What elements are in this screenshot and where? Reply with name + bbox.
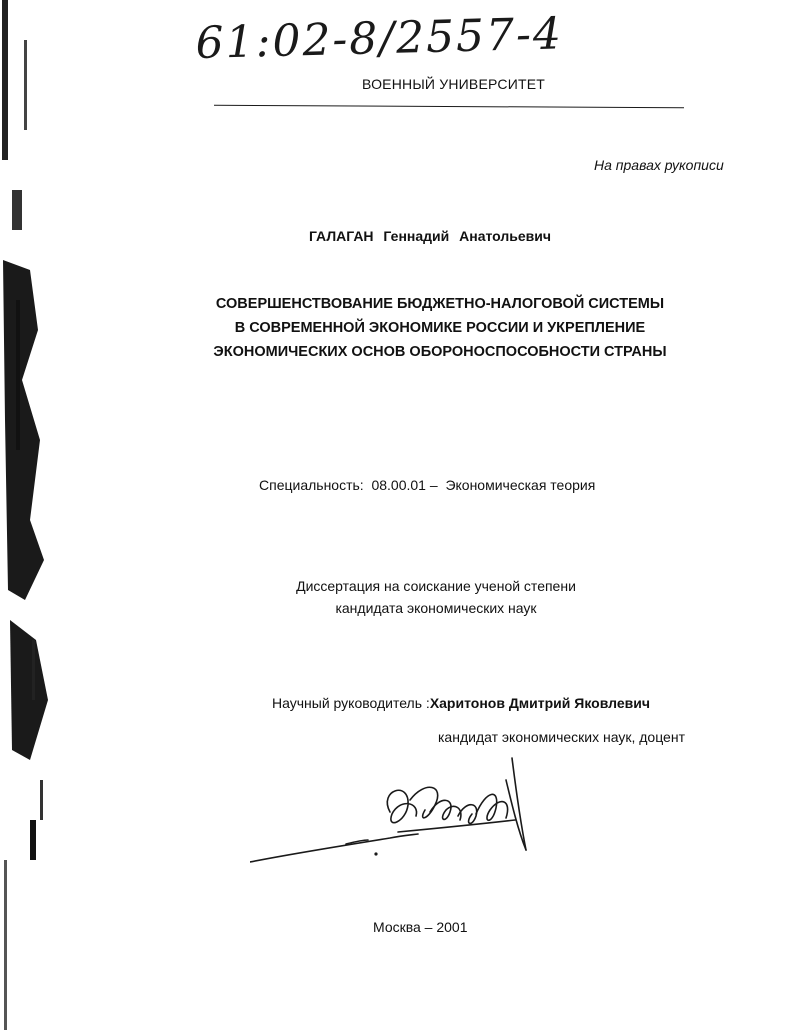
specialty xyxy=(259,477,595,493)
advisor-name: Харитонов Дмитрий Яковлевич xyxy=(429,695,650,711)
advisor xyxy=(272,695,650,711)
degree-line: Диссертация на соискание ученой степени xyxy=(296,578,576,594)
city-year: Москва – 2001 xyxy=(373,919,468,935)
title-line: ЭКОНОМИЧЕСКИХ ОСНОВ ОБОРОНОСПОСОБНОСТИ СТРАНЫ xyxy=(213,344,667,360)
university-name: ВОЕННЫЙ УНИВЕРСИТЕТ xyxy=(362,76,546,92)
manuscript-note: На правах рукописи xyxy=(594,157,724,173)
specialty-name: Экономическая теория xyxy=(445,477,596,493)
advisor-title: кандидат экономических наук, доцент xyxy=(438,729,685,745)
handwritten-signature xyxy=(250,750,540,870)
title-line: СОВЕРШЕНСТВОВАНИЕ БЮДЖЕТНО-НАЛОГОВОЙ СИСТЕМЫ xyxy=(215,296,665,312)
advisor-label: Научный руководитель : xyxy=(272,695,430,711)
header-divider xyxy=(214,105,684,108)
specialty-label: Специальность: xyxy=(259,477,364,493)
degree-statement xyxy=(266,575,606,619)
degree-line: кандидата экономических наук xyxy=(335,600,537,616)
scan-edge-artifact xyxy=(0,0,60,1034)
catalog-number: 61:02-8/2557-4 xyxy=(195,8,564,69)
specialty-code: 08.00.01 xyxy=(371,477,426,493)
specialty-dash: – xyxy=(429,477,438,493)
dissertation-title xyxy=(190,292,690,364)
author-name: ГАЛАГАН Геннадий Анатольевич xyxy=(309,228,551,244)
title-line: В СОВРЕМЕННОЙ ЭКОНОМИКЕ РОССИИ И УКРЕПЛЕНИЕ xyxy=(234,320,646,336)
